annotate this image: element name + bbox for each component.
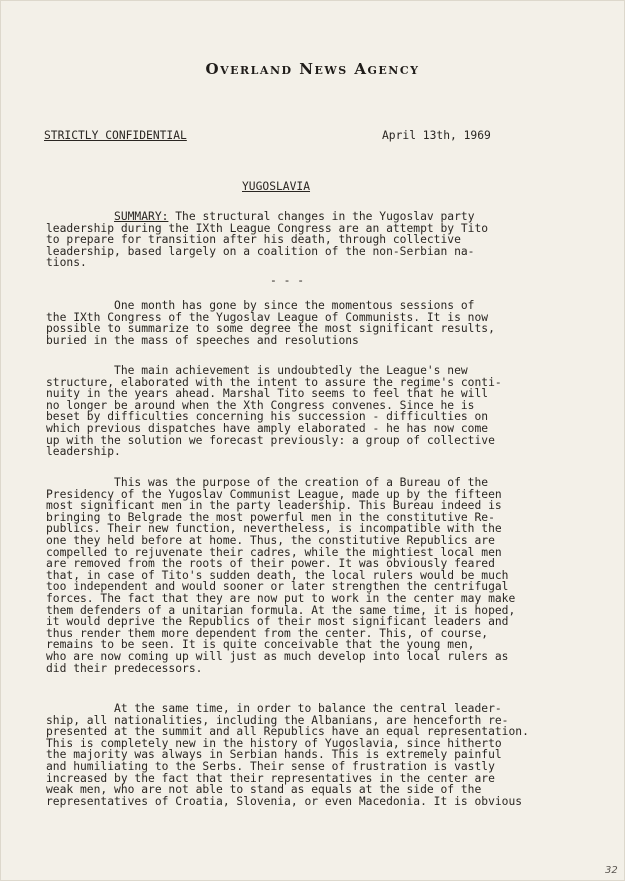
page-number: 32 [605,865,618,876]
document-date: April 13th, 1969 [382,129,491,142]
summary-label: SUMMARY: [114,210,169,223]
body-paragraph: At the same time, in order to balance the central leader- ship, all nationalities, including the Albanians, are henceforth re- presented at the summit and all Republics have an equal representation. This is completely new in the history of Yugoslavia, since hitherto the majority was always in Serbian hands. This is extremely painful and humiliating to the Serbs. Their sense of frustration is vastly increased by the fact that their representatives in the center are weak men, who are not able to stand as equals at the side of the representatives of Croatia, Slovenia, or even Macedonia. It is obvious [46,702,529,808]
body-paragraph: This was the purpose of the creation of a Bureau of the Presidency of the Yugoslav Communist League, made up by the fifteen most significant men in the party leadership. This Bureau indeed is bringing to Belgrade the most powerful men in the constitutive Re- publics. Their new function, nevertheless, is incompatible with the one they held before at home. Thus, the constitutive Republics are compelled to rejuvenate their cadres, while the mightiest local men are removed from the roots of their power. It was obviously feared that, in case of Tito's sudden death, the local rulers would be much too independent and would sooner or later strengthen the centrifugal forces. The fact that they are now put to work in the center may make them defenders of a unitarian formula. At the same time, it is hoped, it would deprive the Republics of their most significant leaders and thus render them more dependent from the center. This, of course, remains to be seen. It is quite conceivable that the young men, who are now coming up will just as much develop into local rulers as did their predecessors. [46,476,516,675]
body-paragraph: The main achievement is undoubtedly the League's new structure, elaborated with the intent to assure the regime's conti- nuity in the years ahead. Marshal Tito seems to feel that he will no longer be around when the Xth Congress convenes. Since he is beset by difficulties concerning his succession - difficulties on which previous dispatches have amply elaborated - he has now come up with the solution we forecast previously: a group of collective leadership. [46,364,502,459]
section-divider: - - - [270,274,305,287]
classification-label: STRICTLY CONFIDENTIAL [44,129,187,142]
summary-first-line: The structural changes in the Yugoslav party [168,210,475,223]
body-paragraph: One month has gone by since the momentous sessions of the IXth Congress of the Yugoslav League of Communists. It is now possible to summarize to some degree the most significant results, buried in the mass of speeches and resolutions [46,299,495,347]
section-heading: YUGOSLAVIA [242,180,311,193]
summary-block [46,211,488,269]
summary-text: leadership during the IXth League Congress are an attempt by Tito to prepare for transition after his death, through collective leadership, based largely on a coalition of the non-Serbian na- tions. [46,221,489,270]
agency-letterhead: Overland News Agency [205,60,420,78]
